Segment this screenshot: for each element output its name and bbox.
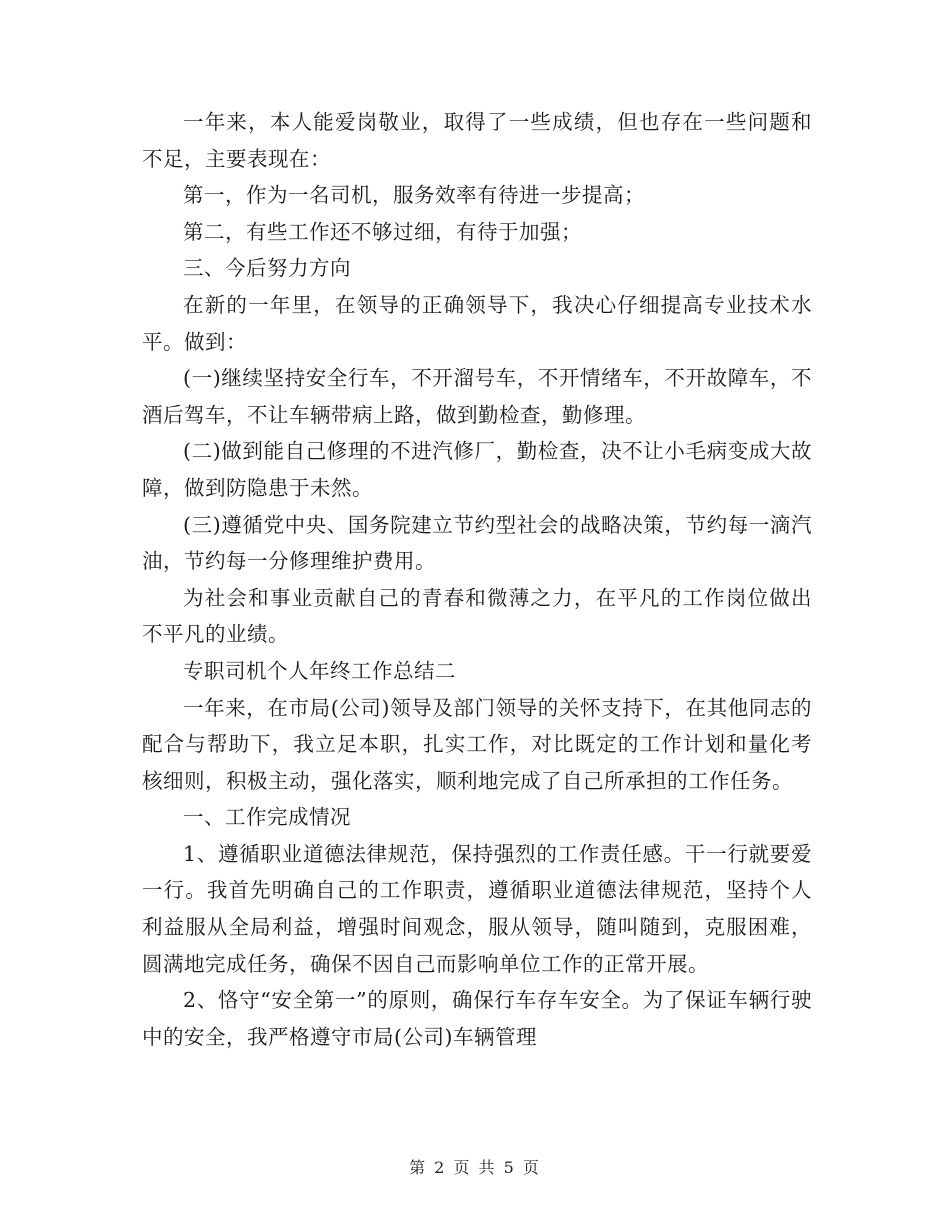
paragraph-14: 2、恪守“安全第一”的原则，确保行车存车安全。为了保证车辆行驶中的安全，我严格遵守市局(公司)车辆管理 xyxy=(142,988,812,1049)
section-heading-1: 一、工作完成情况 xyxy=(183,805,351,830)
paragraph-11: 一年来，在市局(公司)领导及部门领导的关怀支持下，在其他同志的配合与帮助下，我立足本职，扎实工作，对比既定的工作计划和量化考核细则，积极主动，强化落实，顺利地完成了自己所承担的工作任务。 xyxy=(142,695,812,793)
paragraph-8: (三)遵循党中央、国务院建立节约型社会的战略决策，节约每一滴汽油，节约每一分修理维护费用。 xyxy=(142,512,812,574)
paragraph-13: 1、遵循职业道德法律规范，保持强烈的工作责任感。干一行就要爱一行。我首先明确自己的工作职责，遵循职业道德法律规范，坚持个人利益服从全局利益，增强时间观念，服从领导，随叫随到，克服困难，圆满地完成任务，确保不因自己而影响单位工作的正常开展。 xyxy=(142,841,812,976)
paragraph-1: 一年来，本人能爱岗敬业，取得了一些成绩，但也存在一些问题和不足，主要表现在： xyxy=(142,110,812,171)
paragraph-6: (一)继续坚持安全行车，不开溜号车，不开情绪车，不开故障车，不酒后驾车，不让车辆带病上路，做到勤检查，勤修理。 xyxy=(142,366,812,427)
section-heading-3: 三、今后努力方向 xyxy=(183,256,351,281)
paragraph-7: (二)做到能自己修理的不进汽修厂，勤检查，决不让小毛病变成大故障，做到防隐患于未然。 xyxy=(142,439,812,500)
paragraph-2: 第一，作为一名司机，服务效率有待进一步提高； xyxy=(183,183,645,208)
paragraph-3: 第二，有些工作还不够过细，有待于加强； xyxy=(183,219,582,244)
paragraph-5: 在新的一年里，在领导的正确领导下，我决心仔细提高专业技术水平。做到： xyxy=(142,292,812,354)
page-number-footer: 第 2 页 共 5 页 xyxy=(409,1158,541,1177)
paragraph-9: 为社会和事业贡献自己的青春和微薄之力，在平凡的工作岗位做出不平凡的业绩。 xyxy=(142,585,812,647)
document-subtitle: 专职司机个人年终工作总结二 xyxy=(183,658,456,683)
document-body xyxy=(142,104,812,1055)
